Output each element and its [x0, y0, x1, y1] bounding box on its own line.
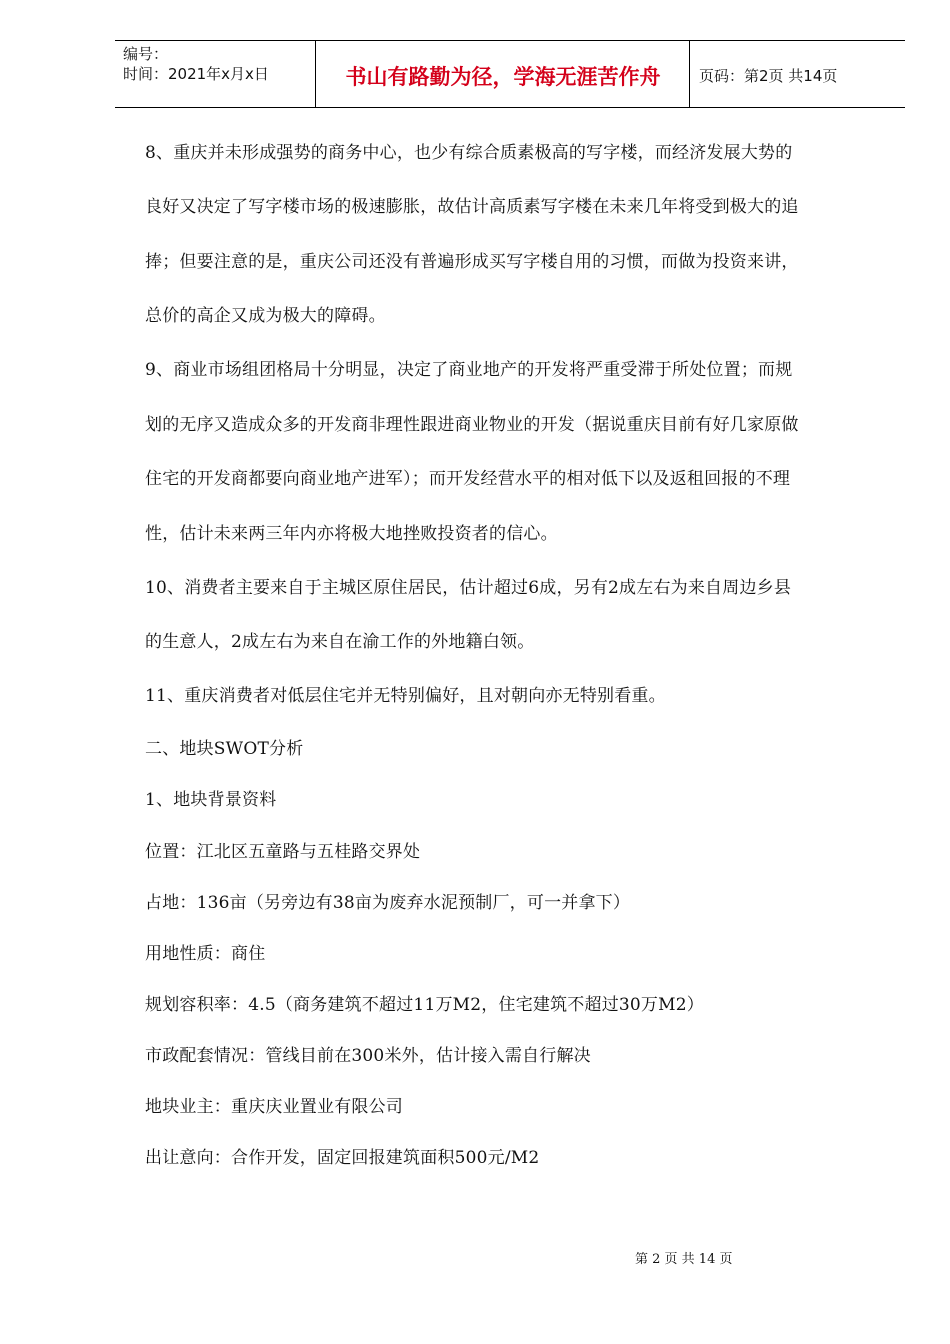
body-line: 规划容积率：4.5（商务建筑不超过11万M2，住宅建筑不超过30万M2）	[145, 995, 704, 1015]
body-line: 用地性质：商住	[145, 944, 266, 964]
time-label: 时间：2021年x月x日	[123, 65, 269, 83]
body-line: 划的无序又造成众多的开发商非理性跟进商业物业的开发（据说重庆目前有好几家原做	[145, 415, 799, 435]
body-line: 性，估计未来两三年内亦将极大地挫败投资者的信心。	[145, 524, 558, 544]
body-line: 住宅的开发商都要向商业地产进军）；而开发经营水平的相对低下以及返租回报的不理	[145, 469, 791, 489]
body-line: 总价的高企又成为极大的障碍。	[145, 306, 386, 326]
page-footer: 第 2 页 共 14 页	[635, 1252, 733, 1267]
body-line: 捧；但要注意的是，重庆公司还没有普遍形成买写字楼自用的习惯，而做为投资来讲，	[145, 252, 799, 272]
body-line: 占地：136亩（另旁边有38亩为废弃水泥预制厂，可一并拿下）	[145, 893, 631, 913]
serial-label: 编号：	[123, 45, 169, 63]
header-meta-cell	[115, 41, 316, 107]
body-line: 11、重庆消费者对低层住宅并无特别偏好，且对朝向亦无特别看重。	[145, 686, 666, 706]
body-line: 8、重庆并未形成强势的商务中心，也少有综合质素极高的写字楼，而经济发展大势的	[145, 143, 793, 163]
section-heading: 二、地块SWOT分析	[145, 739, 304, 759]
body-line: 出让意向：合作开发，固定回报建筑面积500元/M2	[145, 1148, 540, 1168]
body-line: 的生意人，2成左右为来自在渝工作的外地籍白领。	[145, 632, 535, 652]
motto: 书山有路勤为径，学海无涯苦作舟	[345, 65, 661, 89]
subsection-heading: 1、地块背景资料	[145, 790, 277, 810]
page-header	[115, 40, 905, 108]
body-line: 市政配套情况：管线目前在300米外，估计接入需自行解决	[145, 1046, 591, 1066]
header-page-cell	[691, 41, 905, 107]
body-line: 位置：江北区五童路与五桂路交界处	[145, 842, 421, 862]
body-line: 良好又决定了写字楼市场的极速膨胀，故估计高质素写字楼在未来几年将受到极大的追	[145, 197, 799, 217]
body-line: 10、消费者主要来自于主城区原住居民，估计超过6成，另有2成左右为来自周边乡县	[145, 578, 792, 598]
page-number-info: 页码：第2页 共14页	[699, 67, 838, 85]
body-line: 地块业主：重庆庆业置业有限公司	[145, 1097, 403, 1117]
body-line: 9、商业市场组团格局十分明显，决定了商业地产的开发将严重受滞于所处位置；而规	[145, 360, 793, 380]
header-motto-cell	[317, 41, 690, 107]
